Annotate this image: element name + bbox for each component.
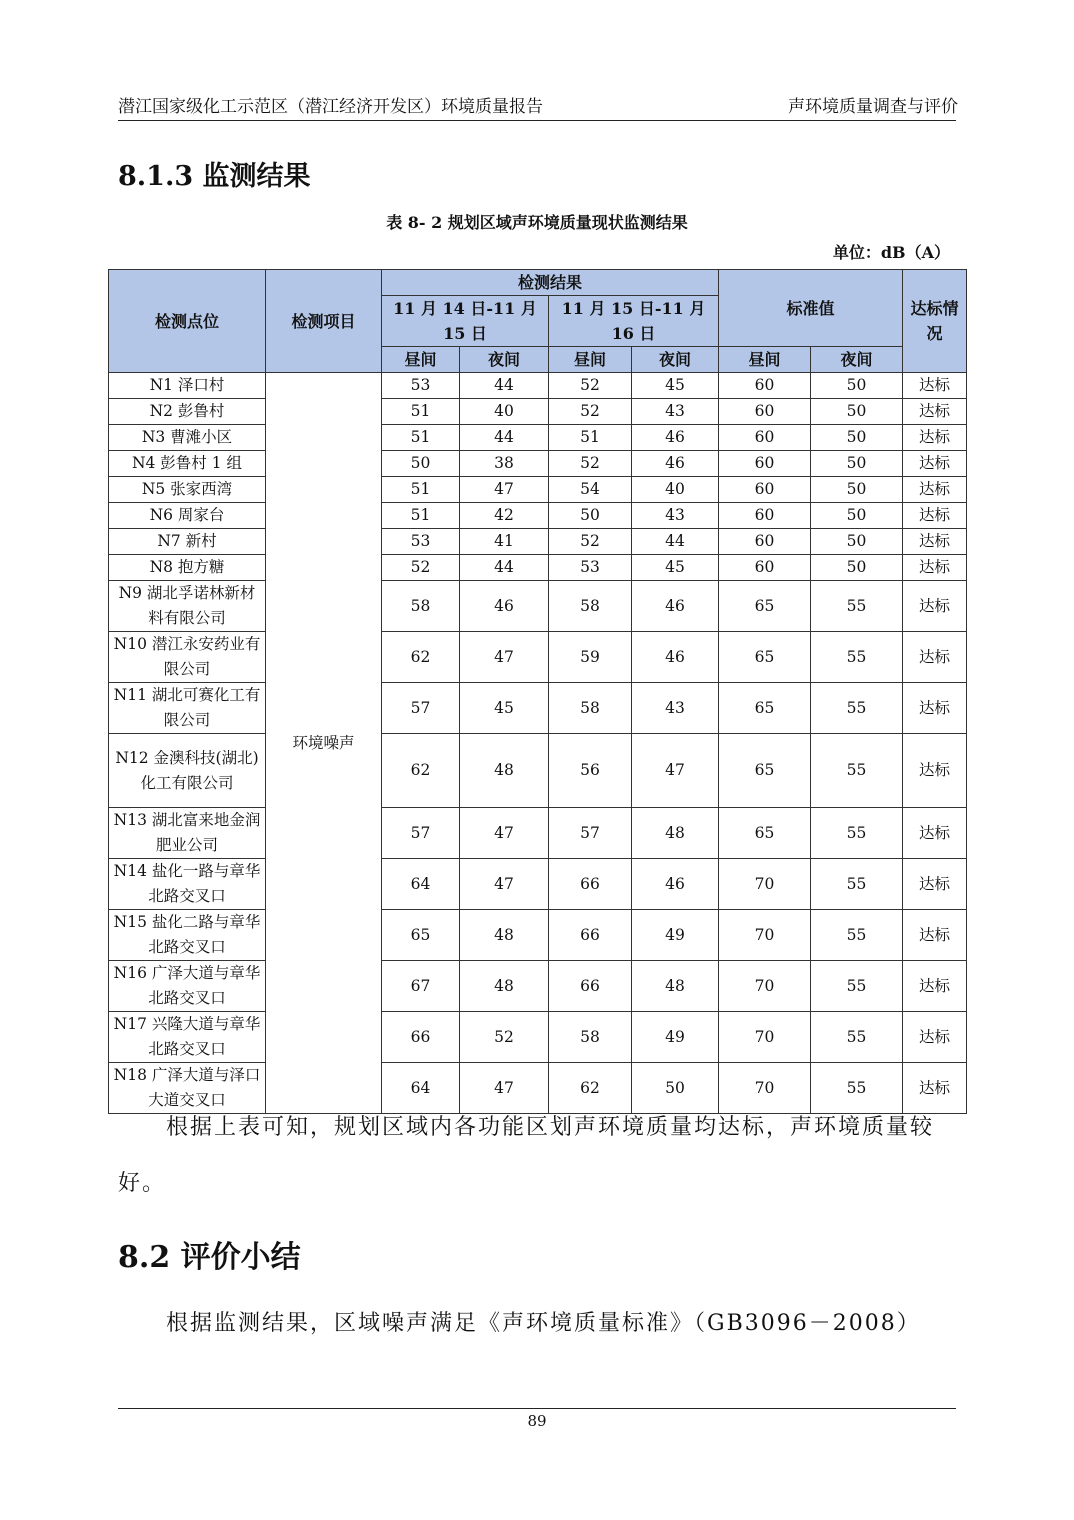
cell-standard-night: 55 — [811, 734, 903, 808]
header-standard: 标准值 — [719, 270, 903, 347]
cell-day-2: 54 — [549, 477, 632, 503]
cell-night-1: 47 — [460, 477, 549, 503]
cell-standard-night: 50 — [811, 477, 903, 503]
cell-point: N1 泽口村 — [109, 373, 266, 399]
cell-night-2: 46 — [632, 632, 719, 683]
header-day: 昼间 — [382, 347, 460, 373]
cell-day-1: 51 — [382, 425, 460, 451]
cell-day-2: 59 — [549, 632, 632, 683]
cell-standard-day: 70 — [719, 859, 811, 910]
cell-night-2: 48 — [632, 961, 719, 1012]
cell-night-1: 47 — [460, 859, 549, 910]
cell-standard-night: 50 — [811, 373, 903, 399]
table-row — [109, 399, 967, 425]
table-row — [109, 1012, 967, 1063]
cell-standard-night: 55 — [811, 808, 903, 859]
cell-night-1: 44 — [460, 373, 549, 399]
cell-day-2: 53 — [549, 555, 632, 581]
cell-standard-night: 50 — [811, 451, 903, 477]
cell-day-2: 52 — [549, 451, 632, 477]
table-row — [109, 581, 967, 632]
cell-day-2: 52 — [549, 399, 632, 425]
cell-day-1: 58 — [382, 581, 460, 632]
cell-day-2: 56 — [549, 734, 632, 808]
page-number: 89 — [527, 1412, 547, 1430]
cell-status: 达标 — [903, 529, 967, 555]
cell-night-2: 43 — [632, 399, 719, 425]
cell-night-1: 48 — [460, 961, 549, 1012]
cell-standard-day: 65 — [719, 632, 811, 683]
cell-standard-night: 55 — [811, 581, 903, 632]
cell-point: N10 潜江永安药业有限公司 — [109, 632, 266, 683]
cell-standard-night: 55 — [811, 1012, 903, 1063]
cell-status: 达标 — [903, 451, 967, 477]
cell-point: N8 抱方糖 — [109, 555, 266, 581]
cell-night-2: 49 — [632, 910, 719, 961]
cell-standard-day: 65 — [719, 683, 811, 734]
cell-night-2: 47 — [632, 734, 719, 808]
header-point: 检测点位 — [109, 270, 266, 373]
table-row — [109, 529, 967, 555]
cell-status: 达标 — [903, 581, 967, 632]
cell-item: 环境噪声 — [266, 373, 382, 1114]
cell-night-2: 46 — [632, 451, 719, 477]
cell-day-2: 58 — [549, 1012, 632, 1063]
cell-status: 达标 — [903, 683, 967, 734]
cell-status: 达标 — [903, 503, 967, 529]
cell-standard-day: 60 — [719, 425, 811, 451]
cell-day-2: 52 — [549, 529, 632, 555]
monitoring-table — [108, 269, 967, 1114]
cell-night-1: 48 — [460, 910, 549, 961]
cell-point: N9 湖北孚诺林新材料有限公司 — [109, 581, 266, 632]
cell-standard-day: 60 — [719, 477, 811, 503]
cell-day-1: 66 — [382, 1012, 460, 1063]
cell-day-1: 51 — [382, 503, 460, 529]
cell-point: N11 湖北可赛化工有限公司 — [109, 683, 266, 734]
cell-standard-night: 50 — [811, 555, 903, 581]
header-period-2: 11 月 15 日-11 月 16 日 — [549, 296, 719, 347]
table-row — [109, 555, 967, 581]
cell-day-1: 67 — [382, 961, 460, 1012]
cell-status: 达标 — [903, 425, 967, 451]
cell-standard-night: 55 — [811, 910, 903, 961]
cell-day-1: 57 — [382, 683, 460, 734]
table-row — [109, 503, 967, 529]
cell-status: 达标 — [903, 961, 967, 1012]
cell-point: N3 曹滩小区 — [109, 425, 266, 451]
paragraph-conclusion: 根据上表可知，规划区域内各功能区划声环境质量均达标，声环境质量较好。 — [118, 1115, 935, 1196]
cell-standard-day: 70 — [719, 910, 811, 961]
cell-day-2: 58 — [549, 683, 632, 734]
cell-day-1: 62 — [382, 632, 460, 683]
cell-day-2: 66 — [549, 859, 632, 910]
cell-standard-night: 50 — [811, 503, 903, 529]
cell-night-2: 43 — [632, 503, 719, 529]
cell-status: 达标 — [903, 734, 967, 808]
cell-night-1: 41 — [460, 529, 549, 555]
cell-night-1: 38 — [460, 451, 549, 477]
cell-standard-day: 70 — [719, 961, 811, 1012]
cell-standard-day: 60 — [719, 503, 811, 529]
page-header — [118, 88, 956, 121]
table-unit: 单位：dB（A） — [832, 243, 950, 262]
cell-point: N16 广泽大道与章华北路交叉口 — [109, 961, 266, 1012]
table-row — [109, 808, 967, 859]
cell-day-2: 52 — [549, 373, 632, 399]
cell-day-1: 51 — [382, 399, 460, 425]
table-row — [109, 425, 967, 451]
cell-day-1: 62 — [382, 734, 460, 808]
table-row — [109, 373, 967, 399]
cell-standard-night: 50 — [811, 529, 903, 555]
cell-night-1: 47 — [460, 808, 549, 859]
cell-night-1: 47 — [460, 632, 549, 683]
header-period-1: 11 月 14 日-11 月 15 日 — [382, 296, 549, 347]
cell-point: N6 周家台 — [109, 503, 266, 529]
paragraph-summary: 根据监测结果，区域噪声满足《声环境质量标准》（GB3096－2008） — [166, 1311, 921, 1336]
cell-night-2: 44 — [632, 529, 719, 555]
cell-point: N2 彭鲁村 — [109, 399, 266, 425]
cell-status: 达标 — [903, 910, 967, 961]
header-item: 检测项目 — [266, 270, 382, 373]
cell-status: 达标 — [903, 808, 967, 859]
cell-standard-day: 60 — [719, 555, 811, 581]
cell-day-2: 62 — [549, 1063, 632, 1114]
cell-standard-day: 65 — [719, 734, 811, 808]
section-heading: 8.1.3 监测结果 — [118, 161, 311, 192]
cell-standard-night: 55 — [811, 859, 903, 910]
cell-status: 达标 — [903, 373, 967, 399]
cell-night-1: 52 — [460, 1012, 549, 1063]
cell-standard-night: 55 — [811, 632, 903, 683]
cell-day-1: 57 — [382, 808, 460, 859]
header-night: 夜间 — [632, 347, 719, 373]
cell-day-1: 51 — [382, 477, 460, 503]
cell-standard-day: 70 — [719, 1063, 811, 1114]
table-body — [109, 373, 967, 1114]
table-row — [109, 910, 967, 961]
cell-night-1: 47 — [460, 1063, 549, 1114]
cell-day-1: 53 — [382, 529, 460, 555]
cell-status: 达标 — [903, 399, 967, 425]
section-2-heading: 8.2 评价小结 — [118, 1240, 301, 1275]
cell-standard-night: 55 — [811, 1063, 903, 1114]
cell-point: N14 盐化一路与章华北路交叉口 — [109, 859, 266, 910]
table-row — [109, 632, 967, 683]
table-row — [109, 683, 967, 734]
header-night: 夜间 — [460, 347, 549, 373]
cell-status: 达标 — [903, 477, 967, 503]
cell-day-1: 52 — [382, 555, 460, 581]
header-day: 昼间 — [719, 347, 811, 373]
cell-day-2: 66 — [549, 961, 632, 1012]
table-row — [109, 859, 967, 910]
cell-day-2: 57 — [549, 808, 632, 859]
cell-status: 达标 — [903, 632, 967, 683]
cell-point: N13 湖北富来地金润肥业公司 — [109, 808, 266, 859]
table-row — [109, 451, 967, 477]
cell-night-1: 46 — [460, 581, 549, 632]
cell-night-1: 44 — [460, 555, 549, 581]
cell-standard-day: 60 — [719, 529, 811, 555]
cell-day-2: 58 — [549, 581, 632, 632]
cell-status: 达标 — [903, 859, 967, 910]
cell-night-1: 48 — [460, 734, 549, 808]
cell-day-2: 66 — [549, 910, 632, 961]
cell-night-2: 40 — [632, 477, 719, 503]
cell-night-2: 49 — [632, 1012, 719, 1063]
table-row — [109, 477, 967, 503]
cell-standard-day: 60 — [719, 451, 811, 477]
cell-night-2: 45 — [632, 373, 719, 399]
cell-standard-day: 60 — [719, 373, 811, 399]
cell-point: N5 张家西湾 — [109, 477, 266, 503]
cell-point: N7 新村 — [109, 529, 266, 555]
cell-day-1: 50 — [382, 451, 460, 477]
cell-standard-night: 50 — [811, 399, 903, 425]
footer-rule — [118, 1408, 956, 1409]
cell-day-1: 64 — [382, 859, 460, 910]
cell-day-2: 50 — [549, 503, 632, 529]
cell-night-1: 42 — [460, 503, 549, 529]
cell-night-2: 48 — [632, 808, 719, 859]
cell-point: N17 兴隆大道与章华北路交叉口 — [109, 1012, 266, 1063]
cell-standard-day: 60 — [719, 399, 811, 425]
cell-point: N15 盐化二路与章华北路交叉口 — [109, 910, 266, 961]
header-day: 昼间 — [549, 347, 632, 373]
cell-day-1: 53 — [382, 373, 460, 399]
cell-night-2: 43 — [632, 683, 719, 734]
header-night: 夜间 — [811, 347, 903, 373]
cell-point: N18 广泽大道与泽口大道交叉口 — [109, 1063, 266, 1114]
cell-standard-night: 55 — [811, 961, 903, 1012]
cell-night-2: 50 — [632, 1063, 719, 1114]
cell-standard-day: 70 — [719, 1012, 811, 1063]
cell-night-1: 45 — [460, 683, 549, 734]
header-title: 潜江国家级化工示范区（潜江经济开发区）环境质量报告 — [118, 97, 543, 117]
header-result: 检测结果 — [382, 270, 719, 296]
cell-night-2: 46 — [632, 581, 719, 632]
table-caption: 表 8- 2 规划区域声环境质量现状监测结果 — [386, 213, 688, 232]
cell-day-2: 51 — [549, 425, 632, 451]
cell-standard-night: 55 — [811, 683, 903, 734]
cell-night-2: 45 — [632, 555, 719, 581]
cell-night-1: 44 — [460, 425, 549, 451]
cell-point: N4 彭鲁村 1 组 — [109, 451, 266, 477]
cell-standard-night: 50 — [811, 425, 903, 451]
table-row — [109, 961, 967, 1012]
header-status: 达标情况 — [903, 270, 967, 373]
cell-status: 达标 — [903, 1012, 967, 1063]
cell-status: 达标 — [903, 555, 967, 581]
table-row — [109, 734, 967, 808]
cell-standard-day: 65 — [719, 581, 811, 632]
cell-day-1: 64 — [382, 1063, 460, 1114]
cell-status: 达标 — [903, 1063, 967, 1114]
cell-night-2: 46 — [632, 425, 719, 451]
cell-point: N12 金澳科技(湖北)化工有限公司 — [109, 734, 266, 808]
cell-day-1: 65 — [382, 910, 460, 961]
cell-night-1: 40 — [460, 399, 549, 425]
header-section: 声环境质量调查与评价 — [788, 97, 958, 117]
cell-night-2: 46 — [632, 859, 719, 910]
cell-standard-day: 65 — [719, 808, 811, 859]
